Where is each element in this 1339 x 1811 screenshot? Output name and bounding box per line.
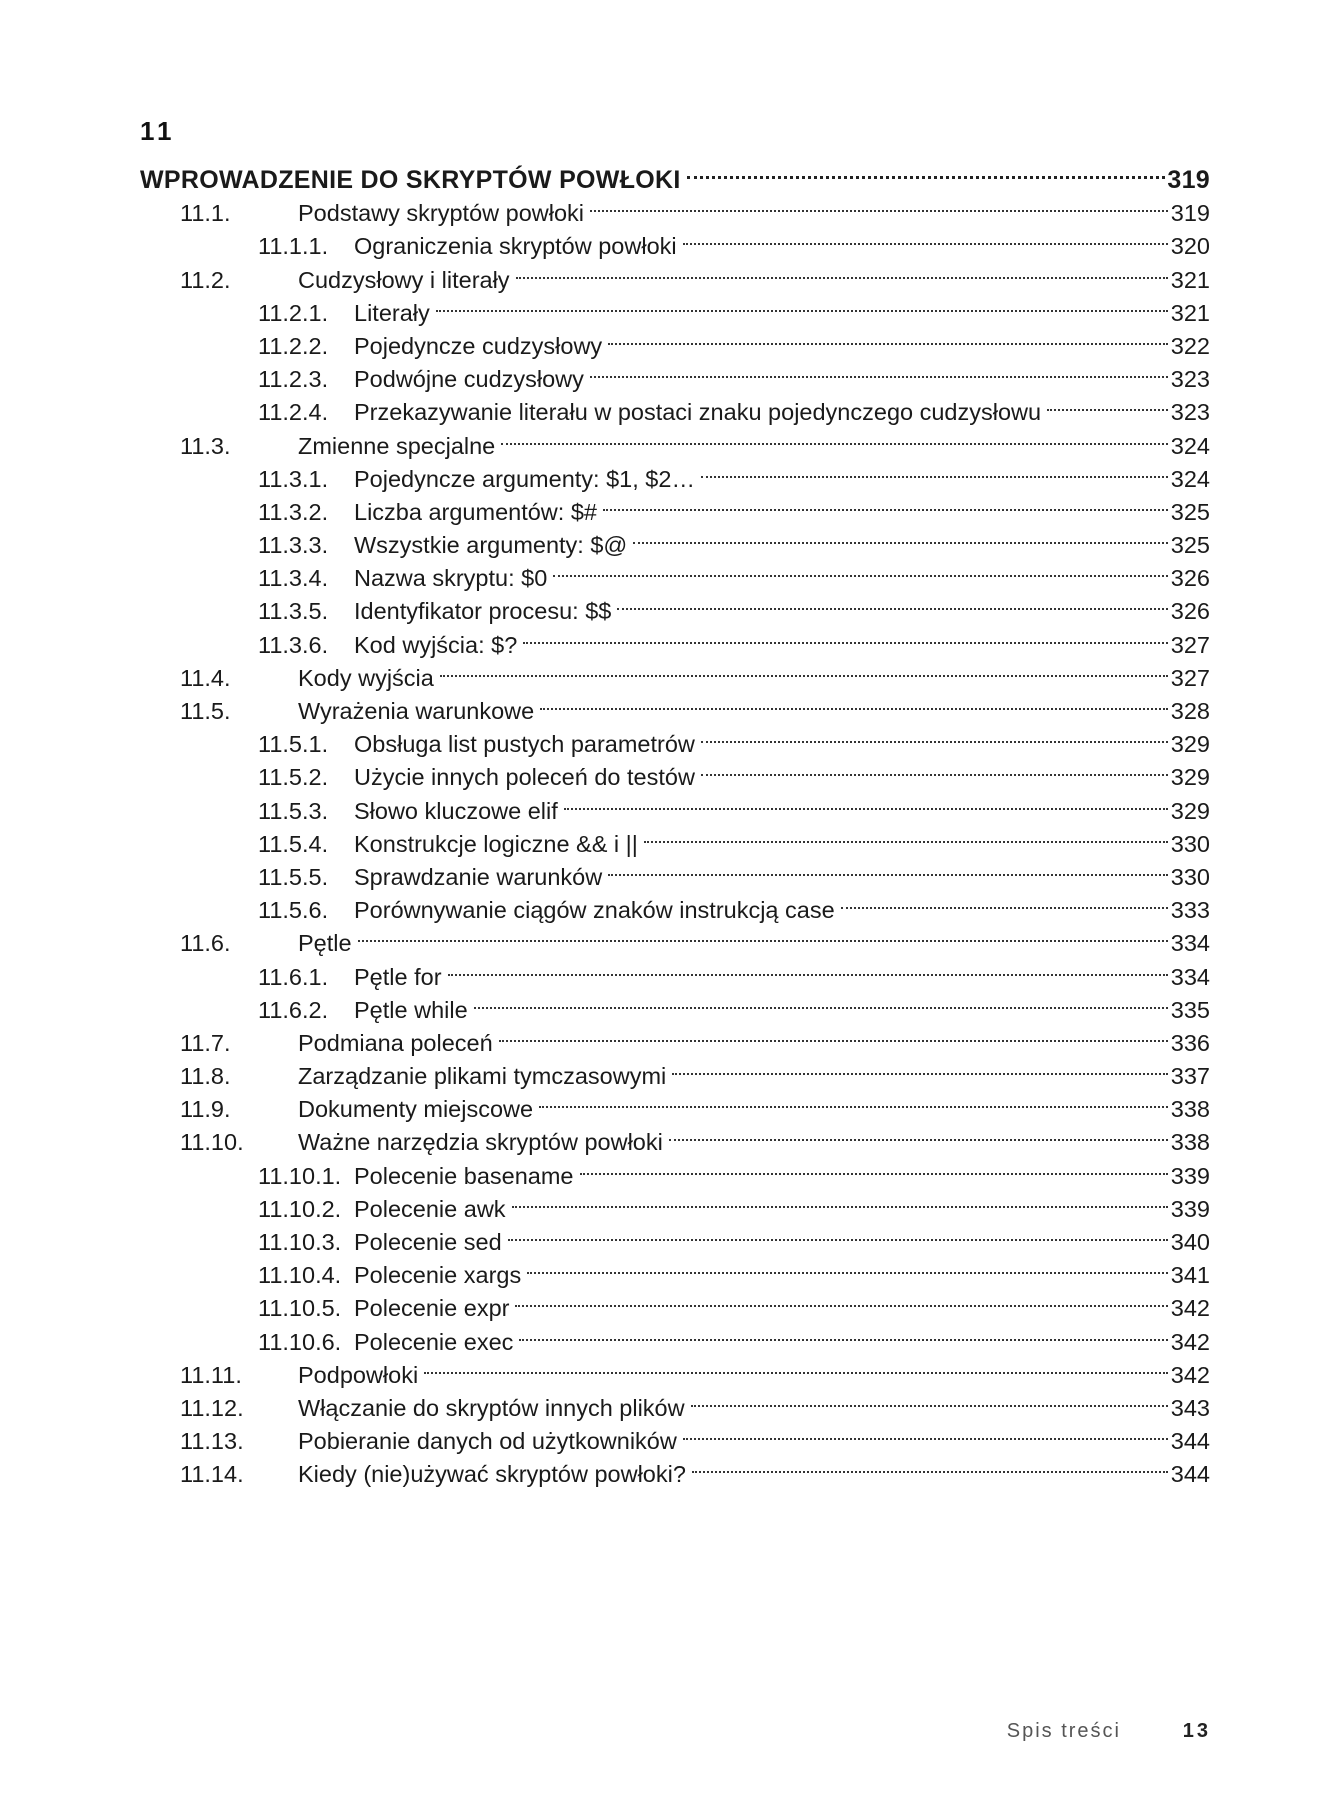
toc-entry-number: 11.2.2. xyxy=(258,332,329,359)
toc-entry-page: 319 xyxy=(1170,200,1210,227)
dot-leader xyxy=(672,1051,1170,1084)
chapter-number: 11 xyxy=(140,116,176,146)
toc-entry-title: Podpowłoki xyxy=(298,1361,419,1388)
toc-entry-number: 11.5.4. xyxy=(258,830,329,857)
dot-leader xyxy=(515,1283,1170,1316)
toc-entry-page: 344 xyxy=(1170,1461,1210,1488)
toc-entry-title: Polecenie expr xyxy=(354,1295,510,1322)
toc-entry-page: 321 xyxy=(1170,266,1210,293)
toc-entry-title: Polecenie basename xyxy=(354,1162,574,1189)
toc-entry-page: 342 xyxy=(1170,1295,1210,1322)
toc-entry-page: 334 xyxy=(1170,930,1210,957)
toc-entry-number: 11.3.2. xyxy=(258,498,329,525)
footer-page-number: 13 xyxy=(1182,1720,1211,1742)
toc-entry-number: 11.8. xyxy=(180,1063,231,1090)
toc-entry-title: Porównywanie ciągów znaków instrukcją case xyxy=(354,897,835,924)
toc-entry-number: 11.3.5. xyxy=(258,598,329,625)
toc-entry-page: 336 xyxy=(1170,1029,1210,1056)
toc-entry-number: 11.6.1. xyxy=(258,963,329,990)
dot-leader xyxy=(1047,387,1170,420)
toc-entry-number: 11.10.2. xyxy=(258,1195,342,1222)
toc-entry-page: 324 xyxy=(1170,432,1210,459)
toc-entry-page: 343 xyxy=(1170,1394,1210,1421)
toc-entry-page: 327 xyxy=(1170,664,1210,691)
dot-leader xyxy=(608,852,1170,885)
toc-entry-number: 11.3.3. xyxy=(258,532,329,559)
dot-leader xyxy=(683,221,1170,254)
toc-entry-title: Polecenie exec xyxy=(354,1328,514,1355)
toc-entry-number: 11.10.3. xyxy=(258,1229,342,1255)
dot-leader xyxy=(512,1184,1170,1217)
dot-leader xyxy=(692,1449,1170,1482)
dot-leader xyxy=(683,1416,1170,1449)
toc-entry-title: Przekazywanie literału w postaci znaku pojedynczego cudzysłowu xyxy=(354,399,1042,426)
toc-entry-number: 11.1.1. xyxy=(258,233,329,260)
toc-entry-title: Pętle while xyxy=(354,996,468,1023)
dot-leader xyxy=(633,520,1170,553)
toc-entry-title: Polecenie xargs xyxy=(354,1262,522,1289)
toc-entry-page: 339 xyxy=(1170,1162,1210,1189)
toc-entry-page: 323 xyxy=(1170,366,1210,393)
dot-leader xyxy=(474,985,1170,1018)
toc-entry-title: Użycie innych poleceń do testów xyxy=(354,764,695,791)
toc-entry-number: 11.6. xyxy=(180,930,231,957)
toc-entry-number: 11.11. xyxy=(180,1361,242,1388)
toc-entry-page: 322 xyxy=(1170,332,1210,359)
dot-leader xyxy=(553,553,1170,586)
dot-leader xyxy=(644,819,1170,852)
dot-leader xyxy=(580,1150,1171,1183)
toc-entry-page: 326 xyxy=(1170,598,1210,625)
dot-leader xyxy=(691,1383,1170,1416)
dot-leader xyxy=(508,1217,1170,1250)
toc-entry-page: 338 xyxy=(1170,1129,1210,1156)
toc-entry-title: Ograniczenia skryptów powłoki xyxy=(354,233,677,260)
toc-entry-number: 11.13. xyxy=(180,1428,244,1455)
toc-entry-number: 11.6.2. xyxy=(258,996,329,1023)
toc-entry-title: Liczba argumentów: $# xyxy=(354,498,597,525)
dot-leader xyxy=(841,885,1170,918)
dot-leader xyxy=(448,951,1170,984)
toc-entry-title: Pojedyncze cudzysłowy xyxy=(354,332,603,359)
toc-entry-title: Pętle xyxy=(298,930,352,957)
toc-entry-title: Polecenie sed xyxy=(354,1229,502,1255)
toc-entry-number: 11.10.5. xyxy=(258,1295,342,1322)
toc-entry-title: Podstawy skryptów powłoki xyxy=(298,200,585,227)
toc-entry-page: 340 xyxy=(1170,1229,1210,1255)
toc-entry-page: 341 xyxy=(1170,1262,1210,1289)
dot-leader xyxy=(436,288,1170,321)
dot-leader xyxy=(564,785,1170,818)
dot-leader xyxy=(527,1250,1170,1283)
toc-entry-page: 338 xyxy=(1170,1096,1210,1123)
toc-entry-number: 11.10. xyxy=(180,1129,244,1156)
toc-entry-page: 327 xyxy=(1170,631,1210,658)
toc-entry-number: 11.5.5. xyxy=(258,863,329,890)
toc-entry-title: Ważne narzędzia skryptów powłoki xyxy=(298,1129,663,1156)
toc-entry-page: 329 xyxy=(1170,764,1210,791)
toc-entry-number: 11.2.1. xyxy=(258,299,329,326)
toc-entry-number: 11.4. xyxy=(180,664,231,691)
toc-entry-page: 323 xyxy=(1170,399,1210,426)
toc-entry-number: 11.5.6. xyxy=(258,897,329,924)
toc-entry-number: 11.3.1. xyxy=(258,465,329,492)
toc-entry-page: 326 xyxy=(1170,565,1210,592)
toc-entry-page: 329 xyxy=(1170,731,1210,758)
toc-entry-title: Wyrażenia warunkowe xyxy=(298,698,535,724)
toc-entry-title: Konstrukcje logiczne && i || xyxy=(354,830,638,857)
toc-entry-title: Podwójne cudzysłowy xyxy=(354,366,584,393)
toc-chapter-heading[interactable] xyxy=(140,152,1210,194)
toc-entry-page: 335 xyxy=(1170,996,1210,1023)
toc-entry-title: Kody wyjścia xyxy=(298,664,434,691)
footer-section-label: Spis treści xyxy=(1006,1720,1121,1742)
toc-entry-page: 330 xyxy=(1170,830,1210,857)
toc-entry-number: 11.2.4. xyxy=(258,399,329,426)
dot-leader xyxy=(540,686,1170,719)
toc-entry-page: 339 xyxy=(1170,1195,1210,1222)
toc-entry-number: 11.3.4. xyxy=(258,565,329,592)
dot-leader xyxy=(516,254,1170,287)
toc-entry-page: 337 xyxy=(1170,1063,1210,1090)
toc-entry-title: Obsługa list pustych parametrów xyxy=(354,731,695,758)
toc-entry-title: Cudzysłowy i literały xyxy=(298,266,510,293)
toc-entry-number: 11.5.1. xyxy=(258,731,329,758)
toc-entry-title: Dokumenty miejscowe xyxy=(298,1096,534,1123)
toc-entry-page: 320 xyxy=(1170,233,1210,260)
dot-leader xyxy=(701,719,1170,752)
toc-entry-number: 11.10.4. xyxy=(258,1262,342,1289)
dot-leader xyxy=(499,1018,1170,1051)
toc-entry-page: 333 xyxy=(1170,897,1210,924)
toc-entry-page: 325 xyxy=(1170,498,1210,525)
toc-entry-page: 342 xyxy=(1170,1361,1210,1388)
toc-entry-title: Pętle for xyxy=(354,963,442,990)
toc-entry-number: 11.5.2. xyxy=(258,764,329,791)
toc-entry-number: 11.2. xyxy=(180,266,231,293)
toc-entry-title: Wszystkie argumenty: $@ xyxy=(354,532,628,559)
toc-entry-number: 11.14. xyxy=(180,1461,244,1488)
dot-leader xyxy=(440,653,1170,686)
toc-entry-title: Kiedy (nie)używać skryptów powłoki? xyxy=(298,1461,686,1488)
toc-entry-number: 11.5.3. xyxy=(258,797,329,824)
dot-leader xyxy=(669,1117,1170,1150)
chapter-page: 319 xyxy=(1167,166,1210,194)
toc-entry-number: 11.3. xyxy=(180,432,231,459)
toc-entry-page: 324 xyxy=(1170,465,1210,492)
chapter-title: WPROWADZENIE DO SKRYPTÓW POWŁOKI xyxy=(140,166,681,194)
toc-entry-number: 11.10.6. xyxy=(258,1328,342,1355)
toc-entry-title: Pobieranie danych od użytkowników xyxy=(298,1428,677,1455)
toc-entries xyxy=(140,188,1210,1488)
table-of-contents xyxy=(140,152,1210,1488)
toc-entry-page: 325 xyxy=(1170,532,1210,559)
toc-entry-number: 11.10.1. xyxy=(258,1162,342,1189)
toc-entry-title: Podmiana poleceń xyxy=(298,1029,493,1056)
toc-entry-number: 11.12. xyxy=(180,1394,244,1421)
dot-leader xyxy=(501,420,1170,453)
toc-entry-number: 11.9. xyxy=(180,1096,231,1123)
toc-entry-page: 344 xyxy=(1170,1428,1210,1455)
toc-entry-page: 328 xyxy=(1170,698,1210,724)
toc-entry-title: Pojedyncze argumenty: $1, $2… xyxy=(354,465,695,492)
toc-entry-title: Słowo kluczowe elif xyxy=(354,797,558,824)
dot-leader xyxy=(539,1084,1170,1117)
toc-entry-page: 342 xyxy=(1170,1328,1210,1355)
dot-leader xyxy=(523,619,1170,652)
toc-entry-title: Literały xyxy=(354,299,430,326)
dot-leader xyxy=(701,454,1170,487)
toc-entry-page: 321 xyxy=(1170,299,1210,326)
toc-entry-number: 11.5. xyxy=(180,698,231,724)
dot-leader xyxy=(608,321,1170,354)
dot-leader xyxy=(590,354,1170,387)
toc-entry-number: 11.3.6. xyxy=(258,631,329,658)
toc-entry-title: Polecenie awk xyxy=(354,1195,506,1222)
toc-entry-title: Zmienne specjalne xyxy=(298,432,496,459)
toc-entry-page: 334 xyxy=(1170,963,1210,990)
toc-entry-number: 11.1. xyxy=(180,200,231,227)
toc-entry-title: Nazwa skryptu: $0 xyxy=(354,565,548,592)
toc-entry-number: 11.7. xyxy=(180,1029,231,1056)
dot-leader xyxy=(519,1316,1170,1349)
page-footer xyxy=(0,1720,1339,1750)
toc-entry-number: 11.2.3. xyxy=(258,366,329,393)
toc-entry-title: Sprawdzanie warunków xyxy=(354,863,603,890)
toc-entry-title: Zarządzanie plikami tymczasowymi xyxy=(298,1063,667,1090)
dot-leader xyxy=(701,752,1170,785)
toc-entry-title: Kod wyjścia: $? xyxy=(354,631,518,658)
toc-entry-title: Włączanie do skryptów innych plików xyxy=(298,1394,685,1421)
dot-leader xyxy=(358,918,1170,951)
dot-leader xyxy=(603,487,1170,520)
toc-entry-title: Identyfikator procesu: $$ xyxy=(354,598,612,625)
dot-leader xyxy=(424,1350,1170,1383)
dot-leader xyxy=(617,586,1170,619)
toc-entry-page: 329 xyxy=(1170,797,1210,824)
toc-entry-page: 330 xyxy=(1170,863,1210,890)
dot-leader xyxy=(687,152,1168,188)
dot-leader xyxy=(590,188,1170,221)
